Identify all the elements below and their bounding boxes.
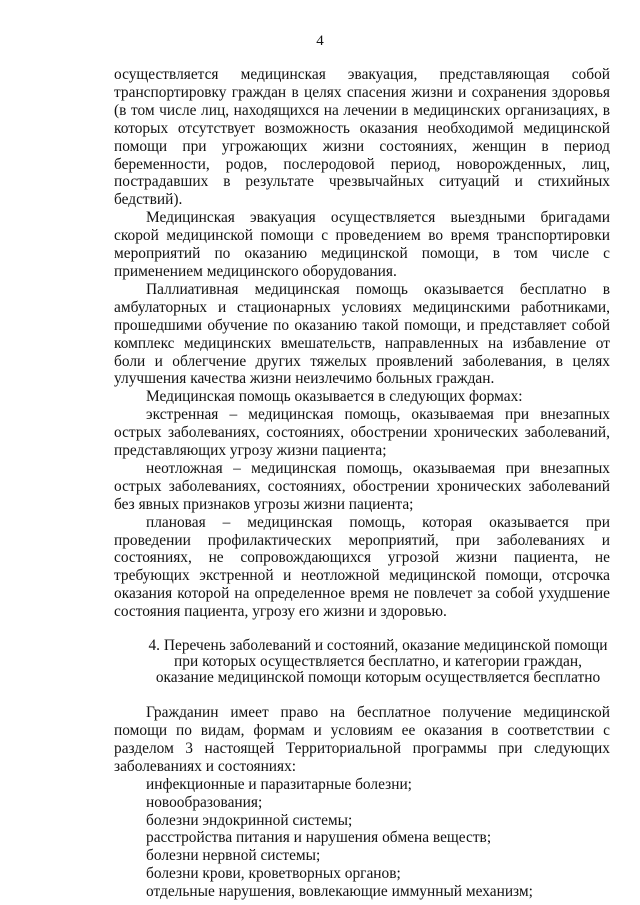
list-item: отдельные нарушения, вовлекающие иммунный механизм; — [146, 883, 533, 901]
paragraph: экстренная – медицинская помощь, оказываемая при внезапных острых заболеваниях, состояниях, обострении хронических заболеваний, представляющих угрозу жизни пациента; — [114, 406, 610, 460]
list-item: болезни крови, кроветворных органов; — [146, 865, 401, 883]
list-item: расстройства питания и нарушения обмена веществ; — [146, 829, 492, 847]
list-item: болезни нервной системы; — [146, 847, 321, 865]
list-item: болезни эндокринной системы; — [146, 811, 353, 829]
disease-list — [114, 776, 610, 901]
section-heading: 4. Перечень заболеваний и состояний, оказание медицинской помощи при которых осуществляется бесплатно, и категории граждан, оказание медицинской помощи которым осуществляется бесплатно — [148, 637, 608, 687]
paragraph: неотложная – медицинская помощь, оказываемая при внезапных острых заболеваниях, состояниях, обострении хронических заболеваний без явных признаков угрозы жизни пациента; — [114, 459, 610, 513]
paragraph: плановая – медицинская помощь, которая оказывается при проведении профилактических мероприятий, при заболеваниях и состояниях, не сопровождающихся угрозой жизни пациента, не требующих экстренной и неотложной медицинской помощи, отсрочка оказания которой на определенное время не повлечет за собой ухудшение состояния пациента, угрозу его жизни и здоровью. — [114, 513, 610, 621]
page-number: 4 — [316, 33, 324, 49]
paragraph: осуществляется медицинская эвакуация, представляющая собой транспортировку граждан в целях спасения жизни и сохранения здоровья (в том числе лиц, находящихся на лечении в медицинских организациях, в которых отсутствует возможность оказания необходимой медицинской помощи при угрожающих жизни состояниях, женщин в период беременности, родов, послеродовой период, новорожденных, лиц, пострадавших в результате чрезвычайных ситуаций и стихийных бедствий). — [114, 66, 610, 209]
paragraph: Медицинская эвакуация осуществляется выездными бригадами скорой медицинской помощи с проведением во время транспортировки мероприятий по оказанию медицинской помощи, в том числе с применением медицинского оборудования. — [114, 209, 610, 280]
list-item: инфекционные и паразитарные болезни; — [146, 775, 412, 793]
document-body — [114, 66, 610, 901]
list-item: новообразования; — [146, 793, 263, 811]
paragraph: Медицинская помощь оказывается в следующих формах: — [146, 388, 523, 406]
paragraph: Гражданин имеет право на бесплатное получение медицинской помощи по видам, формам и условиям ее оказания в соответствии с разделом 3 настоящей Территориальной программы при следующих заболеваниях и состояниях: — [114, 704, 610, 775]
paragraph: Паллиативная медицинская помощь оказывается бесплатно в амбулаторных и стационарных условиях медицинскими работниками, прошедшими обучение по оказанию такой помощи, и представляет собой комплекс медицинских вмешательств, направленных на избавление от боли и облегчение других тяжелых проявлений заболевания, в целях улучшения качества жизни неизлечимо больных граждан. — [114, 280, 610, 388]
